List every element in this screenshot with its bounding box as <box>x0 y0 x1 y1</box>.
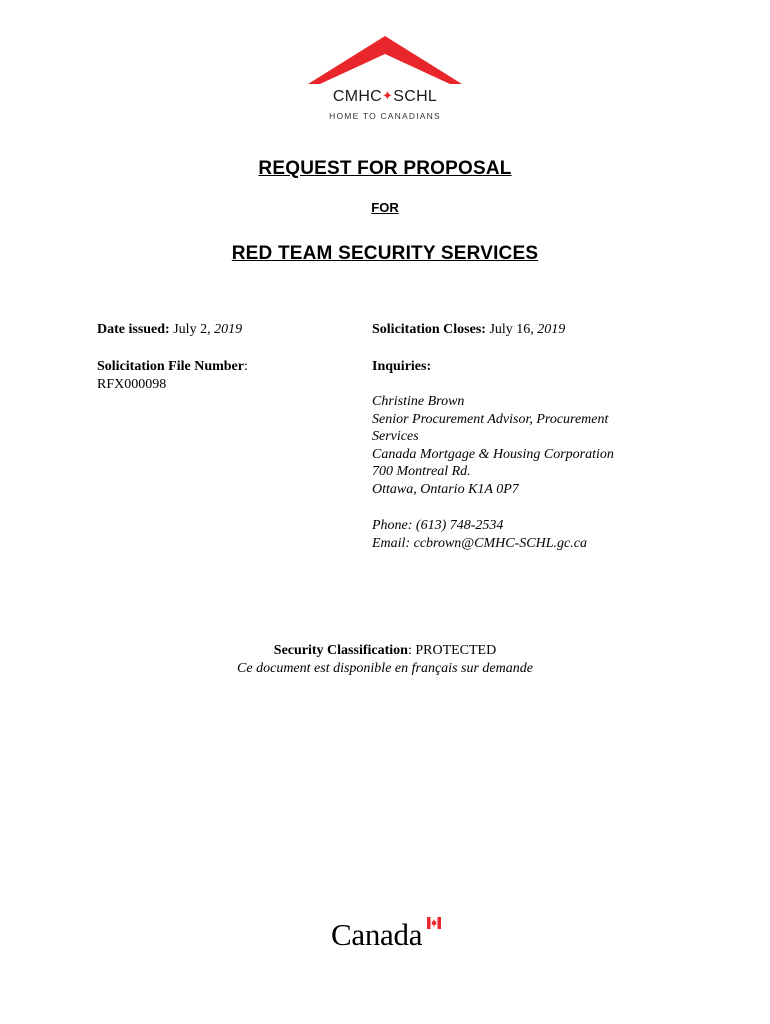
file-number-label: Solicitation File Number <box>97 359 244 374</box>
file-number <box>97 358 248 393</box>
canada-flag-icon <box>427 917 441 929</box>
contact-title-line1: Senior Procurement Advisor, Procurement <box>372 411 609 427</box>
cmhc-logo <box>300 34 470 126</box>
contact-city: Ottawa, Ontario K1A 0P7 <box>372 481 519 497</box>
date-issued-month-day: July 2, <box>173 322 211 337</box>
contact-email[interactable]: Email: ccbrown@CMHC-SCHL.gc.ca <box>372 535 587 551</box>
date-issued-year: 2019 <box>214 322 243 337</box>
document-subject: RED TEAM SECURITY SERVICES <box>231 243 539 264</box>
wordmark-text: Canada <box>331 917 423 952</box>
date-issued-label: Date issued: <box>97 322 170 337</box>
title-for: FOR <box>371 200 399 215</box>
closes-month-day: July 16, <box>489 322 534 337</box>
contact-phone: Phone: (613) 748-2534 <box>372 518 504 533</box>
classification-value: PROTECTED <box>415 643 497 658</box>
logo-name: CMHC✦SCHL <box>332 88 438 105</box>
contact-organization: Canada Mortgage & Housing Corporation <box>372 446 614 462</box>
file-number-colon: : <box>244 359 248 374</box>
inquiries <box>372 358 431 376</box>
contact-block <box>372 393 662 499</box>
closes-year: 2019 <box>537 322 566 337</box>
file-number-value: RFX000098 <box>97 376 167 392</box>
contact-title-line2: Services <box>372 429 419 445</box>
solicitation-closes <box>372 321 565 339</box>
document-title: REQUEST FOR PROPOSAL <box>258 158 512 179</box>
contact-address: 700 Montreal Rd. <box>372 464 471 480</box>
classification-label: Security Classification <box>273 643 408 658</box>
closes-label: Solicitation Closes: <box>372 322 486 337</box>
security-classification <box>0 642 770 660</box>
logo-tagline: HOME TO CANADIANS <box>329 111 441 121</box>
contact-name: Christine Brown <box>372 394 465 409</box>
maple-leaf-icon: ✦ <box>382 88 394 103</box>
date-issued <box>97 321 242 339</box>
french-availability-note: Ce document est disponible en français sur demande <box>237 661 533 676</box>
contact-methods <box>372 517 587 552</box>
classification-colon: : <box>407 643 412 658</box>
inquiries-label: Inquiries: <box>372 359 432 374</box>
canada-wordmark <box>331 915 443 951</box>
